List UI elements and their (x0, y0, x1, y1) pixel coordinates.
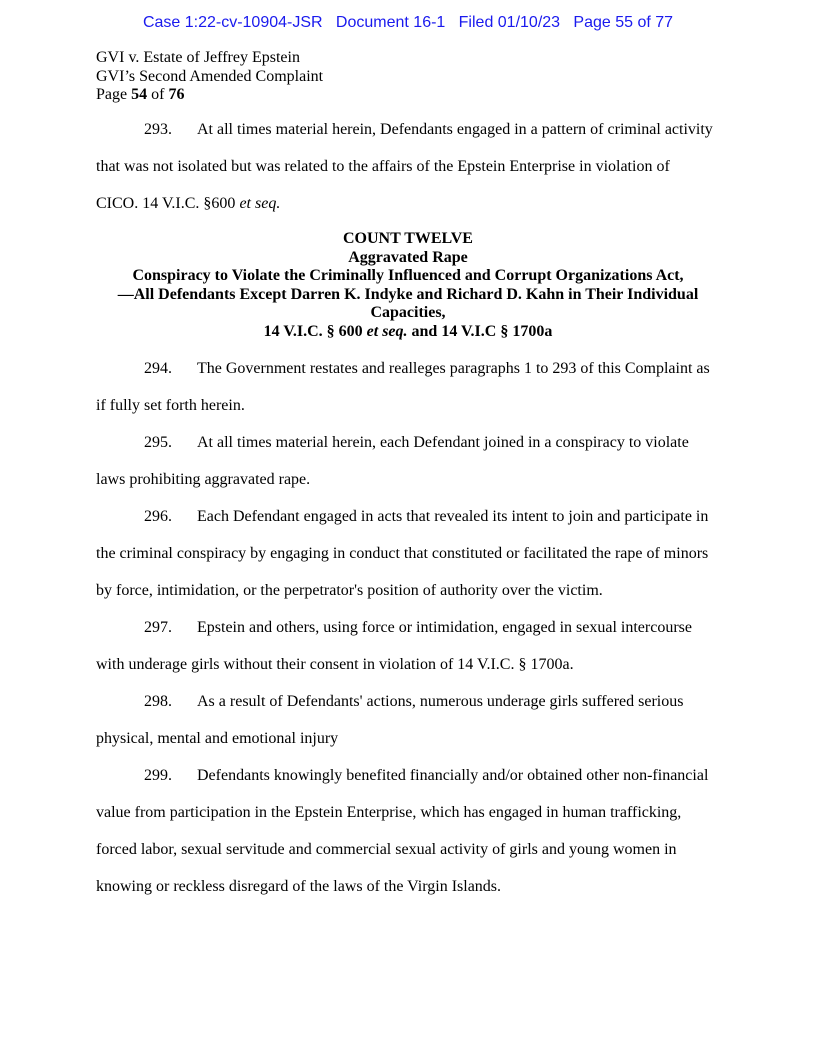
count-description-line-1: Conspiracy to Violate the Criminally Influenced and Corrupt Organizations Act, (132, 267, 684, 284)
paragraph-line: forced labor, sexual servitude and commercial sexual activity of girls and young women in (96, 841, 677, 858)
header-document-title: GVI’s Second Amended Complaint (96, 67, 324, 85)
count-description-line-3: Capacities, (370, 304, 446, 321)
header-case-title: GVI v. Estate of Jeffrey Epstein (96, 49, 300, 66)
paragraph-number: 295. (144, 434, 172, 451)
paragraph-line: knowing or reckless disregard of the laws of the Virgin Islands. (96, 878, 502, 895)
header-page-number: Page 54 of 76 (96, 86, 185, 103)
paragraph-line: Defendants knowingly benefited financially and/or obtained other non-financial (197, 767, 709, 784)
paragraph-line: Each Defendant engaged in acts that revealed its intent to join and participate in (197, 508, 709, 525)
paragraph-number: 297. (144, 619, 172, 636)
paragraph-line: Epstein and others, using force or intimidation, engaged in sexual intercourse (197, 619, 692, 636)
count-title: COUNT TWELVE (343, 230, 473, 247)
count-subtitle: Aggravated Rape (348, 248, 468, 266)
numbered-paragraph (96, 350, 720, 424)
paragraph-number: 299. (144, 767, 172, 784)
paragraph-line: laws prohibiting aggravated rape. (96, 471, 311, 488)
numbered-paragraph (96, 498, 720, 609)
stamp-document-number: Document 16-1 (335, 14, 446, 31)
numbered-paragraph (96, 757, 720, 905)
stamp-case-number: Case 1:22-cv-10904-JSR (142, 14, 323, 31)
paragraph-line: As a result of Defendants' actions, numerous underage girls suffered serious (197, 693, 684, 710)
paragraph-number: 298. (144, 693, 172, 710)
stamp-filed-date: Filed 01/10/23 (458, 14, 561, 31)
paragraph-line: with underage girls without their consent in violation of 14 V.I.C. § 1700a. (96, 656, 574, 673)
numbered-paragraph (96, 683, 720, 757)
paragraph-line: the criminal conspiracy by engaging in conduct that constituted or facilitated the rape of minors (96, 545, 709, 562)
numbered-paragraph (96, 609, 720, 683)
court-filing-stamp (0, 14, 816, 32)
stamp-page-count: Page 55 of 77 (573, 14, 674, 31)
count-statute-citation: 14 V.I.C. § 600 et seq. and 14 V.I.C § 1700a (263, 322, 553, 340)
paragraph-line: if fully set forth herein. (96, 397, 245, 414)
paragraph-line: The Government restates and realleges paragraphs 1 to 293 of this Complaint as (197, 360, 710, 377)
paragraph-line: At all times material herein, each Defendant joined in a conspiracy to violate (197, 434, 689, 451)
paragraph-line: value from participation in the Epstein Enterprise, which has engaged in human trafficking, (96, 804, 682, 821)
count-heading (96, 230, 720, 341)
paragraph-number: 294. (144, 360, 172, 377)
paragraph-number: 296. (144, 508, 172, 525)
numbered-paragraph (96, 424, 720, 498)
paragraph-293: 293. At all times material herein, Defendants engaged in a pattern of criminal activity that was not isolated but was related to the affairs of the Epstein Enterprise in violation of CICO. 14 V.I.C. §600 et seq. (96, 111, 720, 222)
paragraph-line: physical, mental and emotional injury (96, 730, 339, 747)
document-header (96, 49, 323, 105)
paragraph-number: 293. (144, 121, 172, 138)
paragraph-line: by force, intimidation, or the perpetrator's position of authority over the victim. (96, 582, 603, 599)
paragraph-list (96, 350, 720, 905)
count-description-line-2: —All Defendants Except Darren K. Indyke and Richard D. Kahn in Their Individual (117, 285, 699, 303)
